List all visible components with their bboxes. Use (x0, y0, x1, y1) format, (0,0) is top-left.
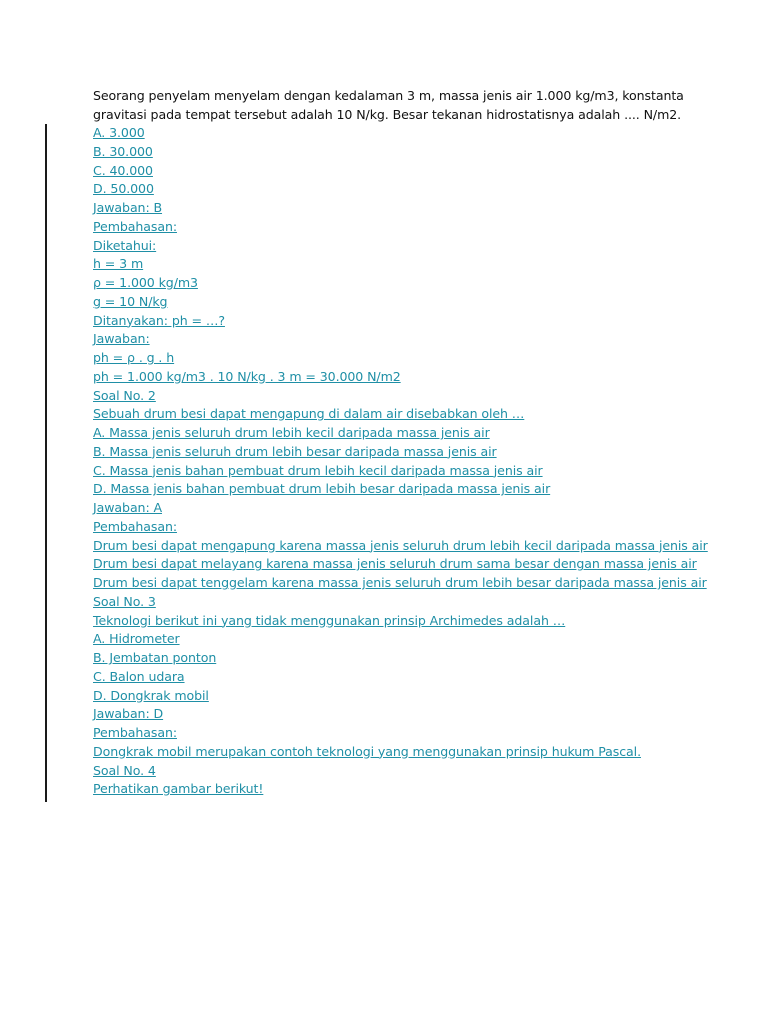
question-text: Teknologi berikut ini yang tidak menggunakan prinsip Archimedes adalah … (93, 612, 566, 628)
asked-line: Ditanyakan: ph = …? (93, 312, 225, 328)
answer-line: Jawaban: D (93, 706, 164, 722)
discussion-line: Drum besi dapat mengapung karena massa jenis seluruh drum lebih kecil daripada massa jenis air (93, 537, 708, 553)
option-c: C. 40.000 (93, 162, 153, 178)
known-heading: Diketahui: (93, 237, 157, 253)
option-b: B. Massa jenis seluruh drum lebih besar daripada massa jenis air (93, 443, 497, 459)
question-heading: Soal No. 3 (93, 593, 156, 609)
tracked-content (93, 124, 708, 799)
option-a: A. Hidrometer (93, 631, 180, 647)
discussion-line: Drum besi dapat tenggelam karena massa jenis seluruh drum lebih besar daripada massa jenis air (93, 575, 707, 590)
option-d: D. 50.000 (93, 181, 154, 197)
option-d: D. Dongkrak mobil (93, 687, 209, 703)
answer-heading: Jawaban: (93, 331, 150, 347)
answer-line: Jawaban: A (93, 500, 163, 515)
intro-line: Seorang penyelam menyelam dengan kedalaman 3 m, massa jenis air 1.000 kg/m3, konstanta (93, 88, 684, 103)
question-heading: Soal No. 2 (93, 387, 156, 403)
calculation-line: ph = 1.000 kg/m3 . 10 N/kg . 3 m = 30.000 N/m2 (93, 368, 401, 384)
known-g: g = 10 N/kg (93, 293, 168, 309)
change-bar (45, 124, 47, 802)
known-rho: ρ = 1.000 kg/m3 (93, 275, 198, 290)
question-text: Sebuah drum besi dapat mengapung di dalam air disebabkan oleh … (93, 406, 525, 422)
discussion-line: Dongkrak mobil merupakan contoh teknologi yang menggunakan prinsip hukum Pascal. (93, 743, 641, 759)
discussion-line: Drum besi dapat melayang karena massa jenis seluruh drum sama besar dengan massa jenis air (93, 556, 697, 572)
option-c: C. Massa jenis bahan pembuat drum lebih kecil daripada massa jenis air (93, 462, 543, 478)
known-h: h = 3 m (93, 256, 144, 272)
option-b: B. 30.000 (93, 143, 153, 159)
intro-line: gravitasi pada tempat tersebut adalah 10 N/kg. Besar tekanan hidrostatisnya adalah .... N/m2. (93, 107, 682, 122)
option-a: A. Massa jenis seluruh drum lebih kecil daripada massa jenis air (93, 425, 490, 440)
option-d: D. Massa jenis bahan pembuat drum lebih besar daripada massa jenis air (93, 481, 551, 497)
answer-line: Jawaban: B (93, 200, 163, 215)
discussion-heading: Pembahasan: (93, 218, 177, 234)
formula-line: ph = ρ . g . h (93, 350, 175, 365)
question-intro (93, 86, 693, 124)
discussion-heading: Pembahasan: (93, 725, 177, 740)
option-b: B. Jembatan ponton (93, 650, 217, 665)
discussion-heading: Pembahasan: (93, 518, 177, 534)
option-a: A. 3.000 (93, 125, 145, 140)
question-text: Perhatikan gambar berikut! (93, 781, 264, 797)
option-c: C. Balon udara (93, 668, 185, 684)
question-heading: Soal No. 4 (93, 762, 156, 778)
